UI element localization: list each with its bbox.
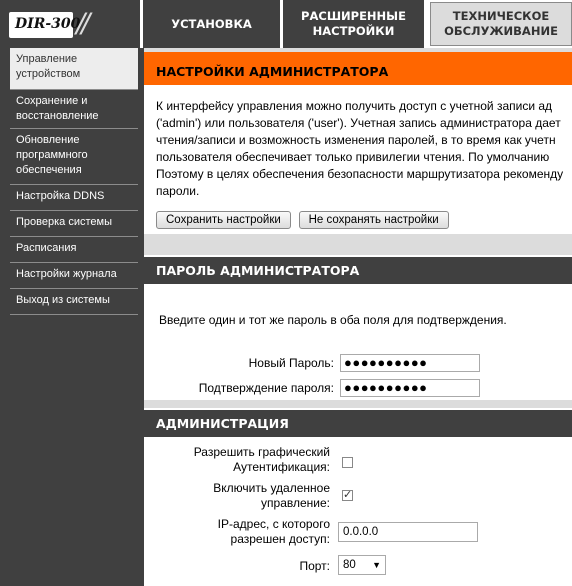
- description-line: ('admin') или пользователя ('user'). Учетная запись администратора дает: [156, 116, 561, 130]
- sidebar-item-firmware-update[interactable]: [10, 129, 138, 185]
- sidebar-item-save-restore[interactable]: [10, 90, 138, 129]
- tab-advanced-label-2: НАСТРОЙКИ: [312, 24, 395, 38]
- graphical-auth-label-line1: Разрешить графический: [193, 445, 330, 459]
- remote-management-label: [144, 481, 330, 511]
- new-password-row: [144, 354, 572, 374]
- sidebar-item-label: Расписания: [16, 242, 77, 254]
- description-line: Поэтому в целях обеспечения безопасности маршрутизатора рекоменду: [156, 167, 564, 181]
- allowed-ip-label: [144, 517, 330, 547]
- sidebar-item-label: Проверка системы: [16, 216, 112, 228]
- tab-maintenance-label-1: ТЕХНИЧЕСКОЕ: [452, 9, 550, 23]
- sidebar-item-label: Настройка DDNS: [16, 190, 105, 202]
- sidebar-item-logout[interactable]: [10, 289, 138, 315]
- port-row: [144, 555, 572, 579]
- logo-text: DIR-300: [15, 16, 81, 32]
- new-password-field[interactable]: ●●●●●●●●●●: [340, 354, 480, 372]
- sidebar-item-device-management[interactable]: [10, 48, 138, 90]
- description-line: К интерфейсу управления можно получить доступ с учетной записи ад: [156, 99, 553, 113]
- sidebar-item-label: Обновление программного обеспечения: [16, 134, 88, 176]
- tab-setup[interactable]: [140, 0, 280, 48]
- password-hint: Введите один и тот же пароль в оба поля для подтверждения.: [159, 313, 507, 327]
- remote-management-label-line1: Включить удаленное: [213, 481, 330, 495]
- sidebar-item-ddns[interactable]: [10, 185, 138, 211]
- port-label: Порт:: [299, 559, 330, 573]
- administration-title: АДМИНИСТРАЦИЯ: [144, 408, 572, 437]
- admin-settings-title: НАСТРОЙКИ АДМИНИСТРАТОРА: [144, 58, 572, 86]
- sidebar-item-schedules[interactable]: [10, 237, 138, 263]
- dont-save-settings-button[interactable]: Не сохранять настройки: [299, 211, 449, 229]
- tab-maintenance[interactable]: [424, 0, 572, 48]
- graphical-auth-checkbox[interactable]: [342, 457, 353, 468]
- description-line: пользователя обеспечивает только привилегии чтения. По умолчанию: [156, 150, 550, 164]
- confirm-password-label: Подтверждение пароля:: [198, 381, 334, 395]
- remote-management-row: [144, 481, 572, 515]
- allowed-ip-label-line2: разрешен доступ:: [230, 532, 330, 546]
- sidebar-item-label: Управление устройством: [16, 53, 81, 80]
- tab-setup-label: УСТАНОВКА: [171, 16, 252, 31]
- button-row: [156, 211, 453, 229]
- administration-panel: [144, 408, 572, 586]
- sidebar-item-log-settings[interactable]: [10, 263, 138, 289]
- main-content: [144, 48, 572, 586]
- remote-management-label-line2: управление:: [261, 496, 330, 510]
- sidebar-item-label: Настройки журнала: [16, 268, 117, 280]
- admin-settings-panel: [144, 52, 572, 234]
- admin-settings-description: [144, 86, 572, 200]
- sidebar-item-label: Выход из системы: [16, 294, 110, 306]
- sidebar-item-label: Сохранение и восстановление: [16, 95, 99, 122]
- graphical-auth-label: [144, 445, 330, 475]
- allowed-ip-input[interactable]: 0.0.0.0: [338, 522, 478, 542]
- port-select-value: 80: [343, 559, 356, 571]
- tab-maintenance-label-2: ОБСЛУЖИВАНИЕ: [444, 24, 558, 38]
- tab-advanced-label-1: РАСШИРЕННЫЕ: [301, 9, 406, 23]
- logo-slashes: //: [76, 8, 87, 39]
- allowed-ip-label-line1: IP-адрес, с которого: [217, 517, 330, 531]
- header-bar: [0, 0, 572, 48]
- chevron-down-icon: ▼: [372, 560, 381, 570]
- confirm-password-row: [144, 379, 572, 399]
- new-password-label: Новый Пароль:: [248, 356, 334, 370]
- port-select[interactable]: [338, 555, 386, 575]
- sidebar: [10, 48, 138, 586]
- description-line: чтения/записи и возможность изменения паролей, в то время как учетн: [156, 133, 556, 147]
- admin-password-panel: [144, 255, 572, 400]
- allowed-ip-row: [144, 517, 572, 551]
- save-settings-button[interactable]: Сохранить настройки: [156, 211, 291, 229]
- graphical-auth-row: [144, 445, 572, 479]
- sidebar-item-system-check[interactable]: [10, 211, 138, 237]
- confirm-password-field[interactable]: ●●●●●●●●●●: [340, 379, 480, 397]
- description-line: пароли.: [156, 184, 200, 198]
- remote-management-checkbox[interactable]: [342, 490, 353, 501]
- tab-advanced[interactable]: [280, 0, 424, 48]
- admin-password-title: ПАРОЛЬ АДМИНИСТРАТОРА: [144, 255, 572, 284]
- graphical-auth-label-line2: Аутентификация:: [233, 460, 330, 474]
